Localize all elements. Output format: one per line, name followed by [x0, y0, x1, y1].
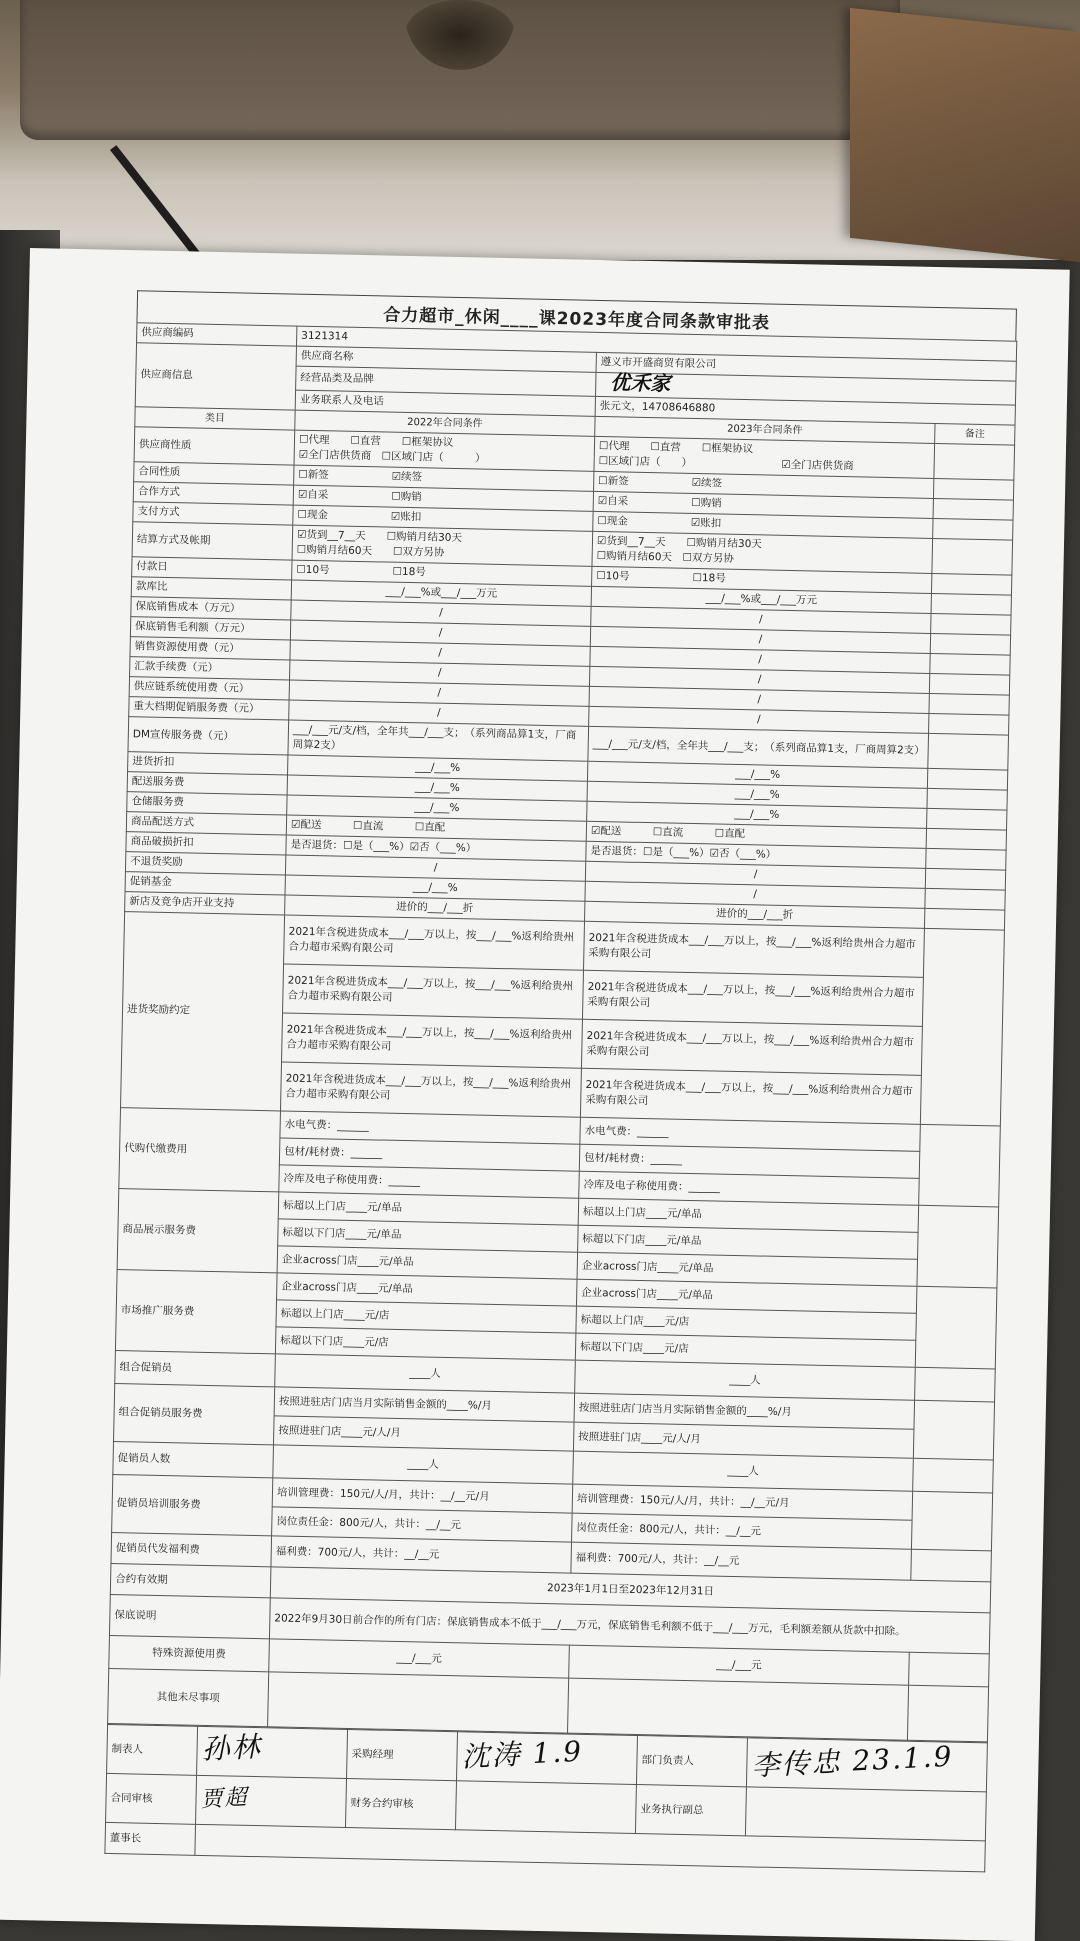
- row-label: 组合促销员: [115, 1351, 276, 1387]
- cell-remark: [920, 928, 1004, 1126]
- row-label: 进货奖励约定: [121, 912, 285, 1111]
- cell-remark: [933, 478, 1013, 500]
- row-label: 代购代缴费用: [119, 1108, 281, 1192]
- business-handwriting: 优禾家: [610, 370, 670, 395]
- contact-label: 业务联系人及电话: [295, 390, 595, 416]
- row-label: 商品配送方式: [126, 812, 286, 835]
- cell-2022: 2021年含税进货成本___/___万以上，按___/___%返利给贵州合力超市采购有限公司: [282, 1013, 583, 1068]
- contact-value: 张元文，14708646880: [595, 396, 1015, 425]
- cell-remark: [929, 693, 1009, 715]
- cell-remark: [911, 1549, 992, 1582]
- cell-remark: [931, 593, 1011, 615]
- cell-2022: /: [290, 660, 590, 686]
- cell-2023: /: [585, 861, 925, 888]
- cell-line: ☑货到__7__天 ☐购销月结30天: [597, 534, 928, 556]
- cell-remark: [929, 713, 1009, 735]
- cell-line: ☐代理 ☐直营 ☐框架协议: [599, 439, 930, 461]
- cell-remark: [915, 1367, 996, 1402]
- cell-remark: [927, 768, 1007, 790]
- cell-2023: ___/___%: [587, 801, 927, 828]
- form-title: 合力超市_休闲____课2023年度合同条款审批表: [136, 290, 1016, 340]
- cell-remark: [934, 443, 1015, 480]
- cell-2022: 2021年含税进货成本___/___万以上，按___/___%返利给贵州合力超市采购有限公司: [284, 915, 585, 970]
- row-label: 商品展示服务费: [117, 1189, 279, 1273]
- cell-2022: ___/___%: [287, 795, 587, 821]
- review-signature: 贾超: [200, 1790, 249, 1807]
- row-label: 商品破损折扣: [126, 832, 286, 855]
- row-label: 特殊资源使用费: [109, 1635, 270, 1671]
- cell-2023: 2021年含税进货成本___/___万以上，按___/___%返利给贵州合力超市采购有限公司: [582, 970, 923, 1026]
- cell-2022: 标超以上门店____元/店: [276, 1300, 576, 1333]
- cell-2022: 按照进驻门店____元/人/月: [273, 1416, 574, 1451]
- row-label: 促销员人数: [113, 1442, 274, 1478]
- cell-2022: ☑配送 ☐直流 ☐直配: [286, 815, 586, 841]
- maker-signature: 孙林: [201, 1739, 262, 1757]
- row-label: 结算方式及帐期: [132, 522, 293, 560]
- vp-signature-cell: [745, 1787, 986, 1841]
- cell-remark: [931, 613, 1011, 635]
- cell-2022: 按照进驻店门店当月实际销售金额的____%/月: [274, 1387, 575, 1422]
- finance-signature-cell: [455, 1781, 636, 1834]
- cell-2023: 福利费：700元/人，共计：__/__元: [571, 1542, 912, 1580]
- cell-2023: /: [589, 686, 929, 713]
- cell-remark: [915, 1286, 997, 1369]
- drawer-knob: [405, 0, 515, 70]
- row-label: 不退货奖励: [125, 852, 285, 875]
- cell-2022: ___/___%: [288, 755, 588, 781]
- row-label: 合约有效期: [110, 1563, 271, 1597]
- cell-2023: ___/___%或___/___万元: [591, 586, 931, 613]
- category-label: 类目: [135, 407, 295, 430]
- cell-2023: 标超以上门店____元/单品: [578, 1198, 918, 1232]
- cell-remark: [931, 573, 1011, 595]
- signoff-table: [104, 1724, 988, 1872]
- cell-remark: [911, 1491, 992, 1551]
- cell-2023: ☑自采 ☐购销: [593, 491, 933, 518]
- cell-2023: 按照进驻店门店当月实际销售金额的____%/月: [574, 1393, 915, 1429]
- cell-2023: 按照进驻门店____元/人/月: [573, 1422, 914, 1458]
- row-label: 保底销售毛利额（万元）: [130, 617, 290, 640]
- row-label: 市场推广服务费: [115, 1270, 277, 1354]
- cell-line: ☐购销月结60天 ☐双方另协: [297, 543, 588, 564]
- cell-2022: ___/___%: [285, 875, 585, 901]
- cell-2023: 包材/耗材费：______: [579, 1144, 919, 1178]
- row-label: 合作方式: [133, 482, 293, 505]
- cell-line: ☑货到__7__天 ☐购销月结30天: [297, 528, 588, 549]
- cell-2022: ____人: [275, 1354, 576, 1393]
- cell-2023: 2021年含税进货成本___/___万以上，按___/___%返利给贵州合力超市采购有限公司: [581, 1019, 922, 1075]
- supplier-info-label: 供应商信息: [135, 343, 296, 410]
- drawer: [20, 0, 900, 140]
- cell-2022: ☐现金 ☑账扣: [293, 505, 593, 531]
- cell-2023: ☐新签 ☑续签: [594, 471, 934, 498]
- cell-2023: [568, 1678, 909, 1740]
- cell-2022: 2021年含税进货成本___/___万以上，按___/___%返利给贵州合力超市采购有限公司: [280, 1062, 581, 1117]
- cell-2023: 企业across门店____元/单品: [577, 1252, 917, 1286]
- cell-remark: [932, 538, 1013, 575]
- cell-2022: /: [290, 640, 590, 666]
- dept-label: 部门负责人: [636, 1736, 747, 1787]
- cell-2023: ☑配送 ☐直流 ☐直配: [586, 821, 926, 848]
- cell-2022: 是否退货：☐是（___%）☑否（___%）: [286, 835, 586, 861]
- cell-remark: [927, 808, 1007, 830]
- row-label: 保底销售成本（万元）: [131, 597, 291, 620]
- row-label: 仓储服务费: [127, 792, 287, 815]
- row-label: 促销员代发福利费: [111, 1532, 272, 1566]
- supplier-code-label: 供应商编码: [137, 323, 297, 346]
- cell-2023: 标超以上门店____元/店: [576, 1306, 916, 1340]
- cell-remark: [930, 653, 1010, 675]
- cell-remark: [913, 1458, 994, 1493]
- cell-2023: 2021年含税进货成本___/___万以上，按___/___%返利给贵州合力超市采购有限公司: [583, 921, 924, 977]
- cell-2023: /: [590, 646, 930, 673]
- cell-2022: 标超以下门店____元/店: [275, 1327, 575, 1360]
- row-label: 款库比: [131, 577, 291, 600]
- business-label: 经营品类及品牌: [296, 366, 596, 396]
- review-label: 合同审核: [106, 1773, 197, 1824]
- row-label: 付款日: [132, 557, 292, 580]
- cell-remark: [917, 1205, 999, 1288]
- row-label: 销售资源使用费（元）: [130, 637, 290, 660]
- cell-remark: [929, 673, 1009, 695]
- row-label: 供应链系统使用费（元）: [129, 677, 289, 700]
- cell-2022: [268, 1672, 569, 1733]
- cell-2023: ☐10号 ☐18号: [592, 566, 932, 593]
- cell-remark: [913, 1400, 994, 1460]
- cell-2023: 进价的___/___折: [585, 901, 925, 928]
- cell-2022: ____人: [273, 1445, 574, 1484]
- row-label: 配送服务费: [127, 772, 287, 795]
- cell-2022: 包材/耗材费：______: [279, 1138, 579, 1171]
- supplier-name-label: 供应商名称: [296, 346, 596, 372]
- cell-2022: /: [285, 855, 585, 881]
- cell-line: ☐代理 ☐直营 ☐框架协议: [299, 433, 590, 454]
- cell-remark: [925, 868, 1005, 890]
- cell-2022: ___/___元: [269, 1639, 570, 1678]
- cell-remark: [926, 848, 1006, 870]
- cell-line: ☐购销月结60天 ☐双方另协: [597, 549, 928, 571]
- cell-2023: /: [590, 626, 930, 653]
- form-table: [107, 322, 1017, 1742]
- row-label: 促销基金: [125, 872, 285, 895]
- row-label: 保底说明: [109, 1594, 270, 1638]
- cell-2023: 标超以下门店____元/单品: [578, 1225, 918, 1259]
- col-2022: 2022年合同条件: [295, 410, 595, 436]
- cell-2022: 培训管理费：150元/人/月，共计：__/__元/月: [272, 1478, 573, 1513]
- cell-2022: 2021年含税进货成本___/___万以上，按___/___%返利给贵州合力超市采购有限公司: [283, 964, 584, 1019]
- supplier-code-value: 3121314: [301, 330, 348, 343]
- approval-form: [104, 290, 1017, 1872]
- cell-2023: 标超以下门店____元/店: [575, 1333, 915, 1367]
- cell-2023: /: [589, 666, 929, 693]
- review-signature-cell: [196, 1775, 347, 1827]
- cell-2023: /: [589, 706, 929, 733]
- cell-2023: 水电气费：______: [580, 1117, 920, 1151]
- row-label: DM宣传服务费（元）: [128, 717, 289, 755]
- cell-2022: 企业across门店____元/单品: [277, 1246, 577, 1279]
- supplier-name: 遵义市开盛商贸有限公司: [596, 352, 1016, 381]
- cell-2022: 冷库及电子称使用费：______: [279, 1165, 579, 1198]
- cell-2022: 进价的___/___折: [285, 895, 585, 921]
- cell-2022: /: [289, 680, 589, 706]
- maker-label: 制表人: [107, 1724, 198, 1775]
- row-label: 汇款手续费（元）: [130, 657, 290, 680]
- cell-2022: ___/___%或___/___万元: [291, 580, 591, 606]
- cell-2023: ___/___%: [587, 761, 927, 788]
- cell-remark: [927, 788, 1007, 810]
- chair-label: 董事长: [105, 1822, 196, 1855]
- row-label: 支付方式: [133, 502, 293, 525]
- cell-2023: ___/___元/支/档，全年共___/___支； （系列商品算1支，厂商周算2支）: [588, 726, 929, 768]
- cell-2022: ☐10号 ☐18号: [292, 560, 592, 586]
- maker-signature-cell: [197, 1726, 348, 1778]
- cell-2023: /: [585, 881, 925, 908]
- cell-remark: [907, 1685, 988, 1742]
- row-label: 新店及竞争店开业支持: [125, 892, 285, 915]
- cell-2022: 企业across门店____元/单品: [277, 1273, 577, 1306]
- cell-remark: [909, 1652, 990, 1687]
- buyer-label: 采购经理: [347, 1729, 458, 1780]
- cell-2023: ____人: [573, 1451, 914, 1491]
- cell-2023: ___/___%: [587, 781, 927, 808]
- cell-2023: 培训管理费：150元/人/月，共计：__/__元/月: [572, 1484, 913, 1520]
- cell-2022: ___/___元/支/档，全年共___/___支； （系列商品算1支，厂商周算2支）: [288, 720, 589, 761]
- cell-2022: ___/___%: [287, 775, 587, 801]
- cell-line: ☑全门店供货商 ☐区域门店（ ）: [299, 448, 590, 469]
- cell-2022: 标超以下门店____元/单品: [278, 1219, 578, 1252]
- cell-2023: ___/___元: [569, 1645, 910, 1685]
- cell-2022: /: [289, 700, 589, 726]
- cell-remark: [919, 1124, 1001, 1207]
- cell-line: ☐区域门店（ ） ☑全门店供货商: [598, 454, 929, 476]
- cell-2023: /: [591, 606, 931, 633]
- cell-2023: ☐现金 ☑账扣: [593, 511, 933, 538]
- cell-remark: [933, 518, 1013, 540]
- cell-remark: [930, 633, 1010, 655]
- cell-2023: 2021年含税进货成本___/___万以上，按___/___%返利给贵州合力超市采购有限公司: [580, 1068, 921, 1124]
- cell-remark: [924, 908, 1004, 930]
- dept-signature-cell: [746, 1738, 987, 1792]
- row-label: 供应商性质: [134, 427, 295, 465]
- buyer-signature-cell: [456, 1732, 637, 1785]
- cell-remark: [933, 498, 1013, 520]
- dept-signature: 李传忠 23.1.9: [751, 1749, 953, 1774]
- row-label: 合同性质: [134, 462, 294, 485]
- guarantee-value: 2022年9月30日前合作的所有门店：保底销售成本不低于___/___万元，保底销售毛利额不低于___/___万元，毛利额差额从货款中扣除。: [269, 1598, 990, 1654]
- col-2023: 2023年合同条件: [595, 416, 935, 443]
- cell-2023: ____人: [575, 1360, 916, 1400]
- cell-remark: [925, 888, 1005, 910]
- cell-2022: ☑自采 ☐购销: [293, 485, 593, 511]
- cell-2023: 冷库及电子称使用费：______: [579, 1171, 919, 1205]
- cell-2023: 企业across门店____元/单品: [576, 1279, 916, 1313]
- cell-2022: /: [291, 600, 591, 626]
- vp-label: 业务执行副总: [635, 1785, 746, 1836]
- wooden-shelf: [850, 8, 1080, 262]
- row-label: 组合促销员服务费: [114, 1384, 275, 1445]
- row-label: 重大档期促销服务费（元）: [129, 697, 289, 720]
- cell-2022: ☐新签 ☑续签: [294, 465, 594, 491]
- row-label: 其他未尽事项: [108, 1668, 269, 1726]
- cell-2022: 水电气费：______: [280, 1111, 580, 1144]
- cell-2022: /: [290, 620, 590, 646]
- col-remark: 备注: [935, 423, 1015, 445]
- cell-2022: 标超以上门店____元/单品: [278, 1192, 578, 1225]
- row-label: 进货折扣: [128, 752, 288, 775]
- cell-2022: 福利费：700元/人，共计：__/__元: [271, 1536, 572, 1573]
- cell-remark: [926, 828, 1006, 850]
- period-value: 2023年1月1日至2023年12月31日: [270, 1567, 991, 1613]
- cell-2022: 岗位责任金：800元/人，共计：__/__元: [272, 1507, 573, 1542]
- cell-2023: 岗位责任金：800元/人，共计：__/__元: [572, 1513, 913, 1549]
- cell-remark: [928, 733, 1009, 770]
- buyer-signature: 沈涛 1.9: [461, 1744, 583, 1765]
- finance-label: 财务合约审核: [345, 1778, 456, 1829]
- cell-2023: 是否退货：☐是（___%）☑否（___%）: [586, 841, 926, 868]
- row-label: 促销员培训服务费: [112, 1475, 273, 1536]
- paper-sheet: [0, 248, 1070, 1941]
